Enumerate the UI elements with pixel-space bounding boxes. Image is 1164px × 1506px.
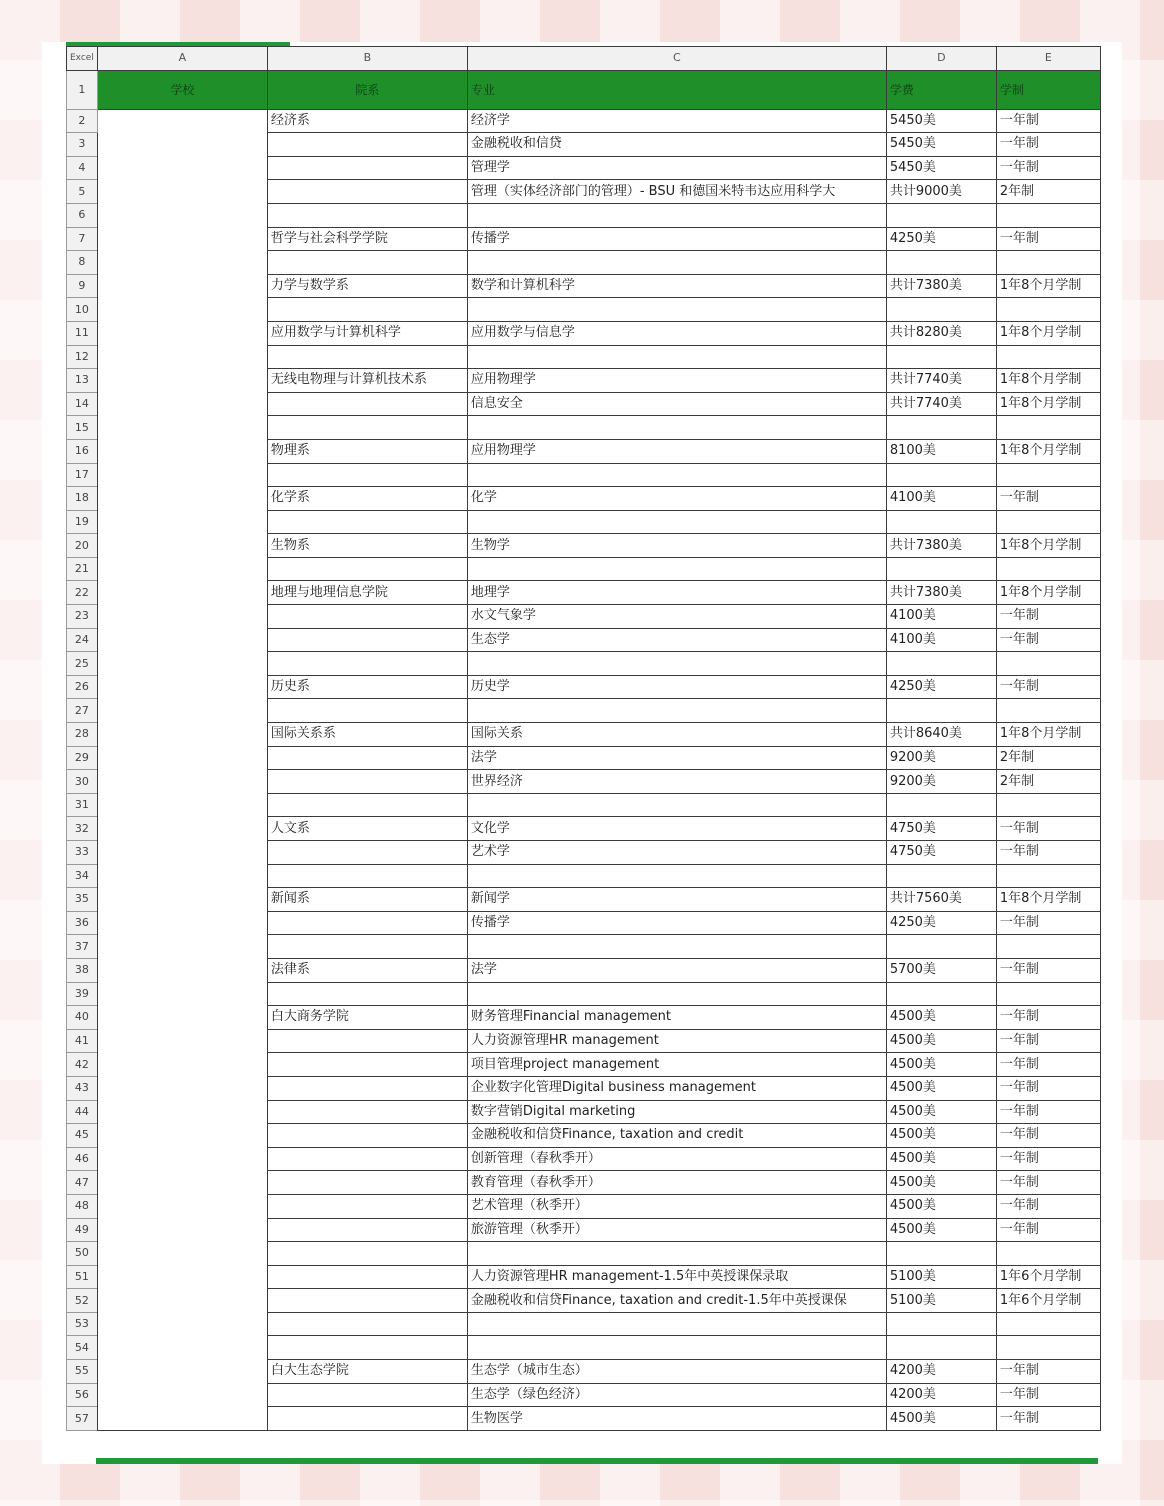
duration-cell[interactable]: 2年制 bbox=[996, 770, 1100, 794]
fee-cell[interactable] bbox=[886, 793, 996, 817]
row-number[interactable]: 6 bbox=[67, 203, 98, 227]
duration-cell[interactable]: 1年8个月学制 bbox=[996, 321, 1100, 345]
row-number[interactable]: 45 bbox=[67, 1124, 98, 1148]
spreadsheet-grid bbox=[66, 46, 1101, 1431]
dept-cell[interactable] bbox=[267, 203, 467, 227]
dept-cell[interactable] bbox=[267, 1053, 467, 1077]
row-number[interactable]: 46 bbox=[67, 1147, 98, 1171]
row-number[interactable]: 32 bbox=[67, 817, 98, 841]
dept-cell[interactable] bbox=[267, 510, 467, 534]
row-number[interactable]: 49 bbox=[67, 1218, 98, 1242]
major-cell[interactable]: 生态学（绿色经济） bbox=[467, 1383, 886, 1407]
row-number[interactable]: 19 bbox=[67, 510, 98, 534]
duration-cell[interactable] bbox=[996, 345, 1100, 369]
dept-cell[interactable] bbox=[267, 1076, 467, 1100]
column-header-b[interactable]: B bbox=[267, 47, 467, 71]
duration-cell[interactable]: 一年制 bbox=[996, 1218, 1100, 1242]
duration-cell[interactable]: 2年制 bbox=[996, 746, 1100, 770]
fee-cell[interactable]: 5450美 bbox=[886, 156, 996, 180]
duration-cell[interactable] bbox=[996, 463, 1100, 487]
duration-cell[interactable]: 1年8个月学制 bbox=[996, 581, 1100, 605]
column-header-e[interactable]: E bbox=[996, 47, 1100, 71]
fee-cell[interactable]: 4500美 bbox=[886, 1147, 996, 1171]
row-number[interactable]: 48 bbox=[67, 1194, 98, 1218]
duration-cell[interactable] bbox=[996, 935, 1100, 959]
duration-cell[interactable]: 一年制 bbox=[996, 1029, 1100, 1053]
major-cell[interactable] bbox=[467, 1312, 886, 1336]
dept-cell[interactable] bbox=[267, 911, 467, 935]
fee-cell[interactable]: 共计9000美 bbox=[886, 180, 996, 204]
duration-cell[interactable]: 一年制 bbox=[996, 1124, 1100, 1148]
duration-cell[interactable]: 一年制 bbox=[996, 1100, 1100, 1124]
major-cell[interactable]: 企业数字化管理Digital business management bbox=[467, 1076, 886, 1100]
row-number[interactable]: 50 bbox=[67, 1242, 98, 1266]
row-number[interactable]: 54 bbox=[67, 1336, 98, 1360]
duration-cell[interactable]: 1年8个月学制 bbox=[996, 439, 1100, 463]
fee-cell[interactable] bbox=[886, 1336, 996, 1360]
dept-cell[interactable] bbox=[267, 1171, 467, 1195]
dept-cell[interactable]: 物理系 bbox=[267, 439, 467, 463]
fee-cell[interactable]: 9200美 bbox=[886, 746, 996, 770]
dept-cell[interactable] bbox=[267, 982, 467, 1006]
row-number[interactable]: 25 bbox=[67, 652, 98, 676]
row-number[interactable]: 37 bbox=[67, 935, 98, 959]
major-cell[interactable]: 管理学 bbox=[467, 156, 886, 180]
fee-cell[interactable]: 共计8280美 bbox=[886, 321, 996, 345]
fee-cell[interactable]: 5450美 bbox=[886, 109, 996, 133]
major-cell[interactable]: 艺术管理（秋季开） bbox=[467, 1194, 886, 1218]
dept-cell[interactable] bbox=[267, 298, 467, 322]
fee-cell[interactable]: 4250美 bbox=[886, 675, 996, 699]
fee-cell[interactable] bbox=[886, 935, 996, 959]
dept-cell[interactable]: 无线电物理与计算机技术系 bbox=[267, 369, 467, 393]
fee-cell[interactable] bbox=[886, 1242, 996, 1266]
row-number[interactable]: 10 bbox=[67, 298, 98, 322]
row-number[interactable]: 33 bbox=[67, 841, 98, 865]
fee-cell[interactable]: 4750美 bbox=[886, 841, 996, 865]
dept-cell[interactable]: 历史系 bbox=[267, 675, 467, 699]
duration-cell[interactable]: 2年制 bbox=[996, 180, 1100, 204]
fee-cell[interactable]: 8100美 bbox=[886, 439, 996, 463]
fee-cell[interactable] bbox=[886, 982, 996, 1006]
major-cell[interactable] bbox=[467, 935, 886, 959]
major-cell[interactable]: 应用数学与信息学 bbox=[467, 321, 886, 345]
row-number[interactable]: 13 bbox=[67, 369, 98, 393]
duration-cell[interactable]: 一年制 bbox=[996, 227, 1100, 251]
dept-cell[interactable] bbox=[267, 935, 467, 959]
major-cell[interactable] bbox=[467, 1336, 886, 1360]
duration-cell[interactable] bbox=[996, 699, 1100, 723]
fee-cell[interactable] bbox=[886, 699, 996, 723]
duration-cell[interactable] bbox=[996, 1242, 1100, 1266]
dept-cell[interactable] bbox=[267, 841, 467, 865]
duration-cell[interactable]: 1年8个月学制 bbox=[996, 723, 1100, 747]
dept-cell[interactable] bbox=[267, 628, 467, 652]
major-cell[interactable] bbox=[467, 203, 886, 227]
row-number[interactable]: 22 bbox=[67, 581, 98, 605]
dept-cell[interactable] bbox=[267, 864, 467, 888]
row-number[interactable]: 53 bbox=[67, 1312, 98, 1336]
duration-cell[interactable]: 一年制 bbox=[996, 1407, 1100, 1431]
dept-cell[interactable]: 力学与数学系 bbox=[267, 274, 467, 298]
major-cell[interactable]: 创新管理（春秋季开） bbox=[467, 1147, 886, 1171]
major-cell[interactable]: 新闻学 bbox=[467, 888, 886, 912]
duration-cell[interactable]: 1年8个月学制 bbox=[996, 369, 1100, 393]
header-row bbox=[67, 70, 1101, 109]
fee-cell[interactable]: 4500美 bbox=[886, 1194, 996, 1218]
major-cell[interactable] bbox=[467, 463, 886, 487]
dept-cell[interactable] bbox=[267, 416, 467, 440]
duration-cell[interactable]: 1年8个月学制 bbox=[996, 888, 1100, 912]
major-cell[interactable] bbox=[467, 652, 886, 676]
dept-cell[interactable] bbox=[267, 793, 467, 817]
column-header-c[interactable]: C bbox=[467, 47, 886, 71]
row-number[interactable]: 14 bbox=[67, 392, 98, 416]
duration-cell[interactable] bbox=[996, 557, 1100, 581]
major-cell[interactable] bbox=[467, 510, 886, 534]
dept-cell[interactable] bbox=[267, 557, 467, 581]
duration-cell[interactable]: 一年制 bbox=[996, 487, 1100, 511]
major-cell[interactable] bbox=[467, 298, 886, 322]
major-cell[interactable]: 生态学 bbox=[467, 628, 886, 652]
fee-cell[interactable] bbox=[886, 864, 996, 888]
fee-cell[interactable]: 5700美 bbox=[886, 958, 996, 982]
fee-cell[interactable]: 共计7560美 bbox=[886, 888, 996, 912]
fee-cell[interactable]: 5450美 bbox=[886, 133, 996, 157]
row-number[interactable]: 9 bbox=[67, 274, 98, 298]
duration-cell[interactable]: 1年8个月学制 bbox=[996, 392, 1100, 416]
dept-cell[interactable] bbox=[267, 1289, 467, 1313]
table-row bbox=[67, 109, 1101, 133]
fee-cell[interactable] bbox=[886, 416, 996, 440]
duration-cell[interactable]: 一年制 bbox=[996, 1360, 1100, 1384]
duration-cell[interactable] bbox=[996, 416, 1100, 440]
fee-cell[interactable]: 4500美 bbox=[886, 1029, 996, 1053]
fee-cell[interactable]: 4250美 bbox=[886, 911, 996, 935]
row-number[interactable]: 38 bbox=[67, 958, 98, 982]
row-number[interactable]: 30 bbox=[67, 770, 98, 794]
major-cell[interactable]: 生物医学 bbox=[467, 1407, 886, 1431]
row-number[interactable]: 7 bbox=[67, 227, 98, 251]
row-number[interactable]: 52 bbox=[67, 1289, 98, 1313]
row-number[interactable]: 51 bbox=[67, 1265, 98, 1289]
dept-cell[interactable]: 国际关系系 bbox=[267, 723, 467, 747]
major-cell[interactable]: 人力资源管理HR management-1.5年中英授课保录取 bbox=[467, 1265, 886, 1289]
duration-cell[interactable]: 一年制 bbox=[996, 911, 1100, 935]
fee-cell[interactable]: 共计7740美 bbox=[886, 392, 996, 416]
row-number[interactable]: 28 bbox=[67, 723, 98, 747]
duration-cell[interactable] bbox=[996, 251, 1100, 275]
row-number[interactable]: 23 bbox=[67, 605, 98, 629]
row-number[interactable]: 8 bbox=[67, 251, 98, 275]
row-number[interactable]: 12 bbox=[67, 345, 98, 369]
dept-cell[interactable]: 应用数学与计算机科学 bbox=[267, 321, 467, 345]
dept-cell[interactable] bbox=[267, 251, 467, 275]
row-number[interactable]: 29 bbox=[67, 746, 98, 770]
duration-cell[interactable]: 1年6个月学制 bbox=[996, 1265, 1100, 1289]
fee-cell[interactable]: 4500美 bbox=[886, 1006, 996, 1030]
header-cell-dept[interactable]: 院系 bbox=[267, 70, 467, 109]
dept-cell[interactable] bbox=[267, 1218, 467, 1242]
duration-cell[interactable]: 1年6个月学制 bbox=[996, 1289, 1100, 1313]
duration-cell[interactable] bbox=[996, 203, 1100, 227]
row-number[interactable]: 34 bbox=[67, 864, 98, 888]
fee-cell[interactable]: 共计7380美 bbox=[886, 581, 996, 605]
dept-cell[interactable] bbox=[267, 652, 467, 676]
dept-cell[interactable]: 法律系 bbox=[267, 958, 467, 982]
fee-cell[interactable]: 4500美 bbox=[886, 1124, 996, 1148]
fee-cell[interactable] bbox=[886, 510, 996, 534]
row-number[interactable]: 47 bbox=[67, 1171, 98, 1195]
row-number[interactable]: 55 bbox=[67, 1360, 98, 1384]
school-cell[interactable] bbox=[97, 109, 267, 1430]
dept-cell[interactable] bbox=[267, 463, 467, 487]
fee-cell[interactable]: 4100美 bbox=[886, 605, 996, 629]
major-cell[interactable]: 数学和计算机科学 bbox=[467, 274, 886, 298]
major-cell[interactable]: 人力资源管理HR management bbox=[467, 1029, 886, 1053]
duration-cell[interactable]: 一年制 bbox=[996, 1171, 1100, 1195]
row-number[interactable]: 1 bbox=[67, 70, 98, 109]
bottom-green-band bbox=[96, 1458, 1098, 1464]
row-number[interactable]: 42 bbox=[67, 1053, 98, 1077]
major-cell[interactable] bbox=[467, 345, 886, 369]
fee-cell[interactable]: 4100美 bbox=[886, 487, 996, 511]
major-cell[interactable]: 化学 bbox=[467, 487, 886, 511]
dept-cell[interactable] bbox=[267, 392, 467, 416]
major-cell[interactable]: 金融税收和信贷Finance, taxation and credit bbox=[467, 1124, 886, 1148]
duration-cell[interactable]: 一年制 bbox=[996, 841, 1100, 865]
major-cell[interactable]: 项目管理project management bbox=[467, 1053, 886, 1077]
duration-cell[interactable] bbox=[996, 652, 1100, 676]
duration-cell[interactable]: 一年制 bbox=[996, 133, 1100, 157]
fee-cell[interactable] bbox=[886, 298, 996, 322]
dept-cell[interactable] bbox=[267, 180, 467, 204]
row-number[interactable]: 40 bbox=[67, 1006, 98, 1030]
dept-cell[interactable] bbox=[267, 1147, 467, 1171]
fee-cell[interactable]: 4200美 bbox=[886, 1360, 996, 1384]
fee-cell[interactable]: 4500美 bbox=[886, 1053, 996, 1077]
duration-cell[interactable]: 一年制 bbox=[996, 1194, 1100, 1218]
major-cell[interactable]: 信息安全 bbox=[467, 392, 886, 416]
header-cell-duration[interactable]: 学制 bbox=[996, 70, 1100, 109]
row-number[interactable]: 21 bbox=[67, 557, 98, 581]
major-cell[interactable] bbox=[467, 1242, 886, 1266]
major-cell[interactable]: 历史学 bbox=[467, 675, 886, 699]
select-all-corner[interactable]: Excel bbox=[67, 47, 98, 71]
dept-cell[interactable] bbox=[267, 699, 467, 723]
major-cell[interactable]: 经济学 bbox=[467, 109, 886, 133]
dept-cell[interactable] bbox=[267, 1194, 467, 1218]
major-cell[interactable]: 应用物理学 bbox=[467, 439, 886, 463]
row-number[interactable]: 24 bbox=[67, 628, 98, 652]
fee-cell[interactable] bbox=[886, 652, 996, 676]
major-cell[interactable]: 国际关系 bbox=[467, 723, 886, 747]
major-cell[interactable]: 教育管理（春秋季开） bbox=[467, 1171, 886, 1195]
row-number[interactable]: 4 bbox=[67, 156, 98, 180]
major-cell[interactable]: 生物学 bbox=[467, 534, 886, 558]
duration-cell[interactable] bbox=[996, 1336, 1100, 1360]
duration-cell[interactable]: 一年制 bbox=[996, 1006, 1100, 1030]
duration-cell[interactable]: 一年制 bbox=[996, 675, 1100, 699]
fee-cell[interactable] bbox=[886, 251, 996, 275]
major-cell[interactable] bbox=[467, 982, 886, 1006]
column-header-d[interactable]: D bbox=[886, 47, 996, 71]
duration-cell[interactable]: 一年制 bbox=[996, 817, 1100, 841]
fee-cell[interactable] bbox=[886, 1312, 996, 1336]
dept-cell[interactable]: 哲学与社会科学学院 bbox=[267, 227, 467, 251]
dept-cell[interactable] bbox=[267, 1407, 467, 1431]
dept-cell[interactable]: 新闻系 bbox=[267, 888, 467, 912]
dept-cell[interactable] bbox=[267, 1124, 467, 1148]
row-number[interactable]: 2 bbox=[67, 109, 98, 133]
duration-cell[interactable] bbox=[996, 298, 1100, 322]
fee-cell[interactable] bbox=[886, 345, 996, 369]
header-cell-school[interactable]: 学校 bbox=[97, 70, 267, 109]
dept-cell[interactable] bbox=[267, 1312, 467, 1336]
row-number[interactable]: 57 bbox=[67, 1407, 98, 1431]
duration-cell[interactable] bbox=[996, 864, 1100, 888]
dept-cell[interactable] bbox=[267, 133, 467, 157]
duration-cell[interactable]: 一年制 bbox=[996, 109, 1100, 133]
major-cell[interactable]: 法学 bbox=[467, 746, 886, 770]
dept-cell[interactable]: 生物系 bbox=[267, 534, 467, 558]
row-number[interactable]: 31 bbox=[67, 793, 98, 817]
duration-cell[interactable] bbox=[996, 1312, 1100, 1336]
fee-cell[interactable]: 4200美 bbox=[886, 1383, 996, 1407]
major-cell[interactable]: 艺术学 bbox=[467, 841, 886, 865]
dept-cell[interactable] bbox=[267, 1265, 467, 1289]
dept-cell[interactable] bbox=[267, 1029, 467, 1053]
fee-cell[interactable]: 4500美 bbox=[886, 1171, 996, 1195]
dept-cell[interactable] bbox=[267, 605, 467, 629]
fee-cell[interactable]: 4500美 bbox=[886, 1100, 996, 1124]
row-number[interactable]: 43 bbox=[67, 1076, 98, 1100]
row-number[interactable]: 5 bbox=[67, 180, 98, 204]
major-cell[interactable]: 财务管理Financial management bbox=[467, 1006, 886, 1030]
dept-cell[interactable] bbox=[267, 1242, 467, 1266]
row-number[interactable]: 18 bbox=[67, 487, 98, 511]
fee-cell[interactable] bbox=[886, 203, 996, 227]
duration-cell[interactable]: 1年8个月学制 bbox=[996, 534, 1100, 558]
row-number[interactable]: 26 bbox=[67, 675, 98, 699]
duration-cell[interactable]: 一年制 bbox=[996, 1076, 1100, 1100]
major-cell[interactable]: 管理（实体经济部门的管理）- BSU 和德国米特韦达应用科学大 bbox=[467, 180, 886, 204]
duration-cell[interactable]: 一年制 bbox=[996, 958, 1100, 982]
major-cell[interactable]: 应用物理学 bbox=[467, 369, 886, 393]
header-cell-fee[interactable]: 学费 bbox=[886, 70, 996, 109]
row-number[interactable]: 27 bbox=[67, 699, 98, 723]
major-cell[interactable] bbox=[467, 699, 886, 723]
dept-cell[interactable]: 经济系 bbox=[267, 109, 467, 133]
row-number[interactable]: 20 bbox=[67, 534, 98, 558]
row-number[interactable]: 17 bbox=[67, 463, 98, 487]
fee-cell[interactable]: 4750美 bbox=[886, 817, 996, 841]
row-number[interactable]: 41 bbox=[67, 1029, 98, 1053]
major-cell[interactable]: 传播学 bbox=[467, 911, 886, 935]
fee-cell[interactable]: 共计7380美 bbox=[886, 274, 996, 298]
major-cell[interactable] bbox=[467, 557, 886, 581]
header-cell-major[interactable]: 专业 bbox=[467, 70, 886, 109]
duration-cell[interactable]: 一年制 bbox=[996, 1147, 1100, 1171]
duration-cell[interactable] bbox=[996, 982, 1100, 1006]
major-cell[interactable]: 水文气象学 bbox=[467, 605, 886, 629]
fee-cell[interactable]: 5100美 bbox=[886, 1265, 996, 1289]
fee-cell[interactable]: 9200美 bbox=[886, 770, 996, 794]
major-cell[interactable]: 旅游管理（秋季开） bbox=[467, 1218, 886, 1242]
column-header-a[interactable]: A bbox=[97, 47, 267, 71]
major-cell[interactable]: 生态学（城市生态） bbox=[467, 1360, 886, 1384]
major-cell[interactable]: 世界经济 bbox=[467, 770, 886, 794]
major-cell[interactable]: 数字营销Digital marketing bbox=[467, 1100, 886, 1124]
fee-cell[interactable] bbox=[886, 557, 996, 581]
row-number[interactable]: 36 bbox=[67, 911, 98, 935]
major-cell[interactable] bbox=[467, 793, 886, 817]
fee-cell[interactable]: 4100美 bbox=[886, 628, 996, 652]
duration-cell[interactable] bbox=[996, 510, 1100, 534]
major-cell[interactable]: 法学 bbox=[467, 958, 886, 982]
fee-cell[interactable]: 4250美 bbox=[886, 227, 996, 251]
dept-cell[interactable]: 化学系 bbox=[267, 487, 467, 511]
column-header-row bbox=[67, 47, 1101, 71]
fee-cell[interactable]: 共计7740美 bbox=[886, 369, 996, 393]
major-cell[interactable] bbox=[467, 416, 886, 440]
duration-cell[interactable]: 1年8个月学制 bbox=[996, 274, 1100, 298]
duration-cell[interactable]: 一年制 bbox=[996, 628, 1100, 652]
row-number[interactable]: 35 bbox=[67, 888, 98, 912]
dept-cell[interactable]: 地理与地理信息学院 bbox=[267, 581, 467, 605]
fee-cell[interactable] bbox=[886, 463, 996, 487]
row-number[interactable]: 56 bbox=[67, 1383, 98, 1407]
major-cell[interactable] bbox=[467, 251, 886, 275]
fee-cell[interactable]: 5100美 bbox=[886, 1289, 996, 1313]
dept-cell[interactable] bbox=[267, 770, 467, 794]
duration-cell[interactable] bbox=[996, 793, 1100, 817]
row-number[interactable]: 44 bbox=[67, 1100, 98, 1124]
dept-cell[interactable] bbox=[267, 156, 467, 180]
duration-cell[interactable]: 一年制 bbox=[996, 605, 1100, 629]
major-cell[interactable] bbox=[467, 864, 886, 888]
duration-cell[interactable]: 一年制 bbox=[996, 1053, 1100, 1077]
major-cell[interactable]: 文化学 bbox=[467, 817, 886, 841]
major-cell[interactable]: 金融税收和信贷 bbox=[467, 133, 886, 157]
dept-cell[interactable] bbox=[267, 1100, 467, 1124]
row-number[interactable]: 11 bbox=[67, 321, 98, 345]
dept-cell[interactable] bbox=[267, 1336, 467, 1360]
row-number[interactable]: 3 bbox=[67, 133, 98, 157]
fee-cell[interactable]: 4500美 bbox=[886, 1076, 996, 1100]
major-cell[interactable]: 传播学 bbox=[467, 227, 886, 251]
dept-cell[interactable] bbox=[267, 345, 467, 369]
major-cell[interactable]: 金融税收和信贷Finance, taxation and credit-1.5年中英授课保 bbox=[467, 1289, 886, 1313]
dept-cell[interactable]: 白大生态学院 bbox=[267, 1360, 467, 1384]
dept-cell[interactable]: 白大商务学院 bbox=[267, 1006, 467, 1030]
row-number[interactable]: 15 bbox=[67, 416, 98, 440]
duration-cell[interactable]: 一年制 bbox=[996, 156, 1100, 180]
spreadsheet-window bbox=[42, 42, 1122, 1464]
row-number[interactable]: 39 bbox=[67, 982, 98, 1006]
dept-cell[interactable] bbox=[267, 1383, 467, 1407]
major-cell[interactable]: 地理学 bbox=[467, 581, 886, 605]
dept-cell[interactable] bbox=[267, 746, 467, 770]
fee-cell[interactable]: 4500美 bbox=[886, 1218, 996, 1242]
duration-cell[interactable]: 一年制 bbox=[996, 1383, 1100, 1407]
dept-cell[interactable]: 人文系 bbox=[267, 817, 467, 841]
fee-cell[interactable]: 4500美 bbox=[886, 1407, 996, 1431]
row-number[interactable]: 16 bbox=[67, 439, 98, 463]
fee-cell[interactable]: 共计7380美 bbox=[886, 534, 996, 558]
fee-cell[interactable]: 共计8640美 bbox=[886, 723, 996, 747]
